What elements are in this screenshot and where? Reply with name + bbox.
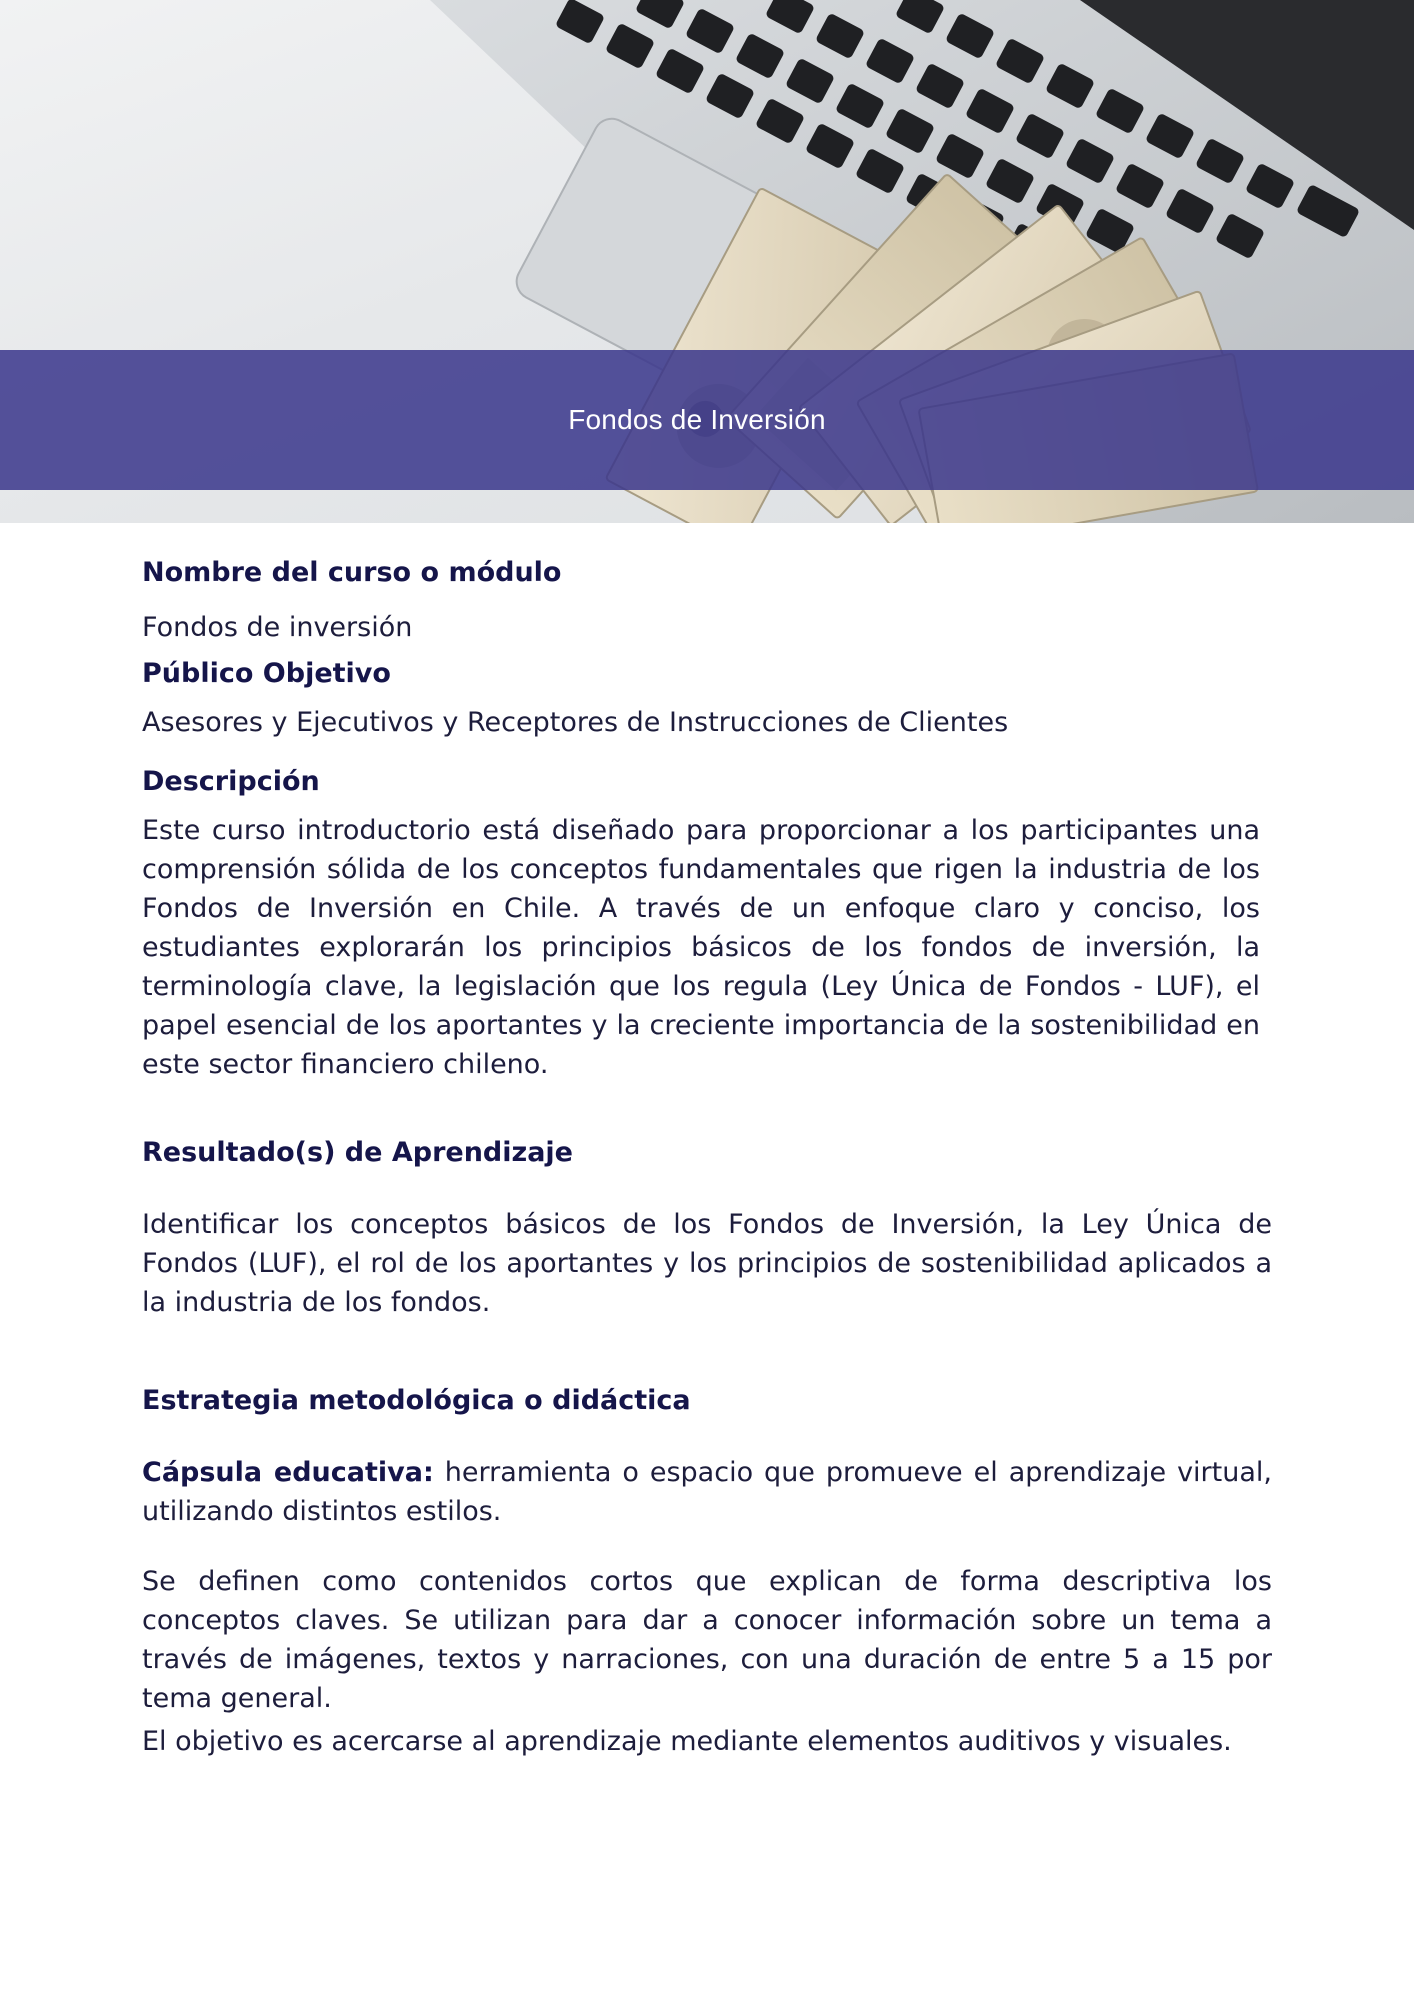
audience-value: Asesores y Ejecutivos y Receptores de Instrucciones de Clientes bbox=[142, 707, 1009, 738]
audience-heading: Público Objetivo bbox=[142, 658, 391, 689]
title-band bbox=[0, 350, 1414, 490]
course-name-value: Fondos de inversión bbox=[142, 612, 413, 643]
learning-outcomes-text: Identificar los conceptos básicos de los Fondos de Inversión, la Ley Única de Fondos (LUF), el rol de los aportantes y los principios de sostenibilidad aplicados a la industria de los fondos. bbox=[142, 1209, 1272, 1318]
objective-text: El objetivo es acercarse al aprendizaje mediante elementos auditivos y visuales. bbox=[142, 1726, 1232, 1757]
description-heading: Descripción bbox=[142, 766, 320, 797]
capsule-label: Cápsula educativa: bbox=[142, 1457, 434, 1488]
hero-image bbox=[0, 0, 1414, 523]
capsule-paragraph bbox=[142, 1453, 1272, 1531]
methodology-heading: Estrategia metodológica o didáctica bbox=[142, 1385, 691, 1416]
definition-text: Se definen como contenidos cortos que explican de forma descriptiva los conceptos claves. Se utilizan para dar a conocer información sobre un tema a través de imágenes, textos y narraciones, con una duración de entre 5 a 15 por tema general. bbox=[142, 1566, 1272, 1714]
page-title: Fondos de Inversión bbox=[568, 404, 826, 435]
course-name-heading: Nombre del curso o módulo bbox=[142, 557, 562, 588]
description-text: Este curso introductorio está diseñado para proporcionar a los participantes una comprensión sólida de los conceptos fundamentales que rigen la industria de los Fondos de Inversión en Chile. A través de un enfoque claro y conciso, los estudiantes explorarán los principios básicos de los fondos de inversión, la terminología clave, la legislación que los regula (Ley Única de Fondos - LUF), el papel esencial de los aportantes y la creciente importancia de la sostenibilidad en este sector financiero chileno. bbox=[142, 815, 1260, 1080]
learning-outcomes-heading: Resultado(s) de Aprendizaje bbox=[142, 1137, 573, 1168]
capsule-text: herramienta o espacio que promueve el aprendizaje virtual, utilizando distintos estilos. bbox=[142, 1457, 1272, 1527]
